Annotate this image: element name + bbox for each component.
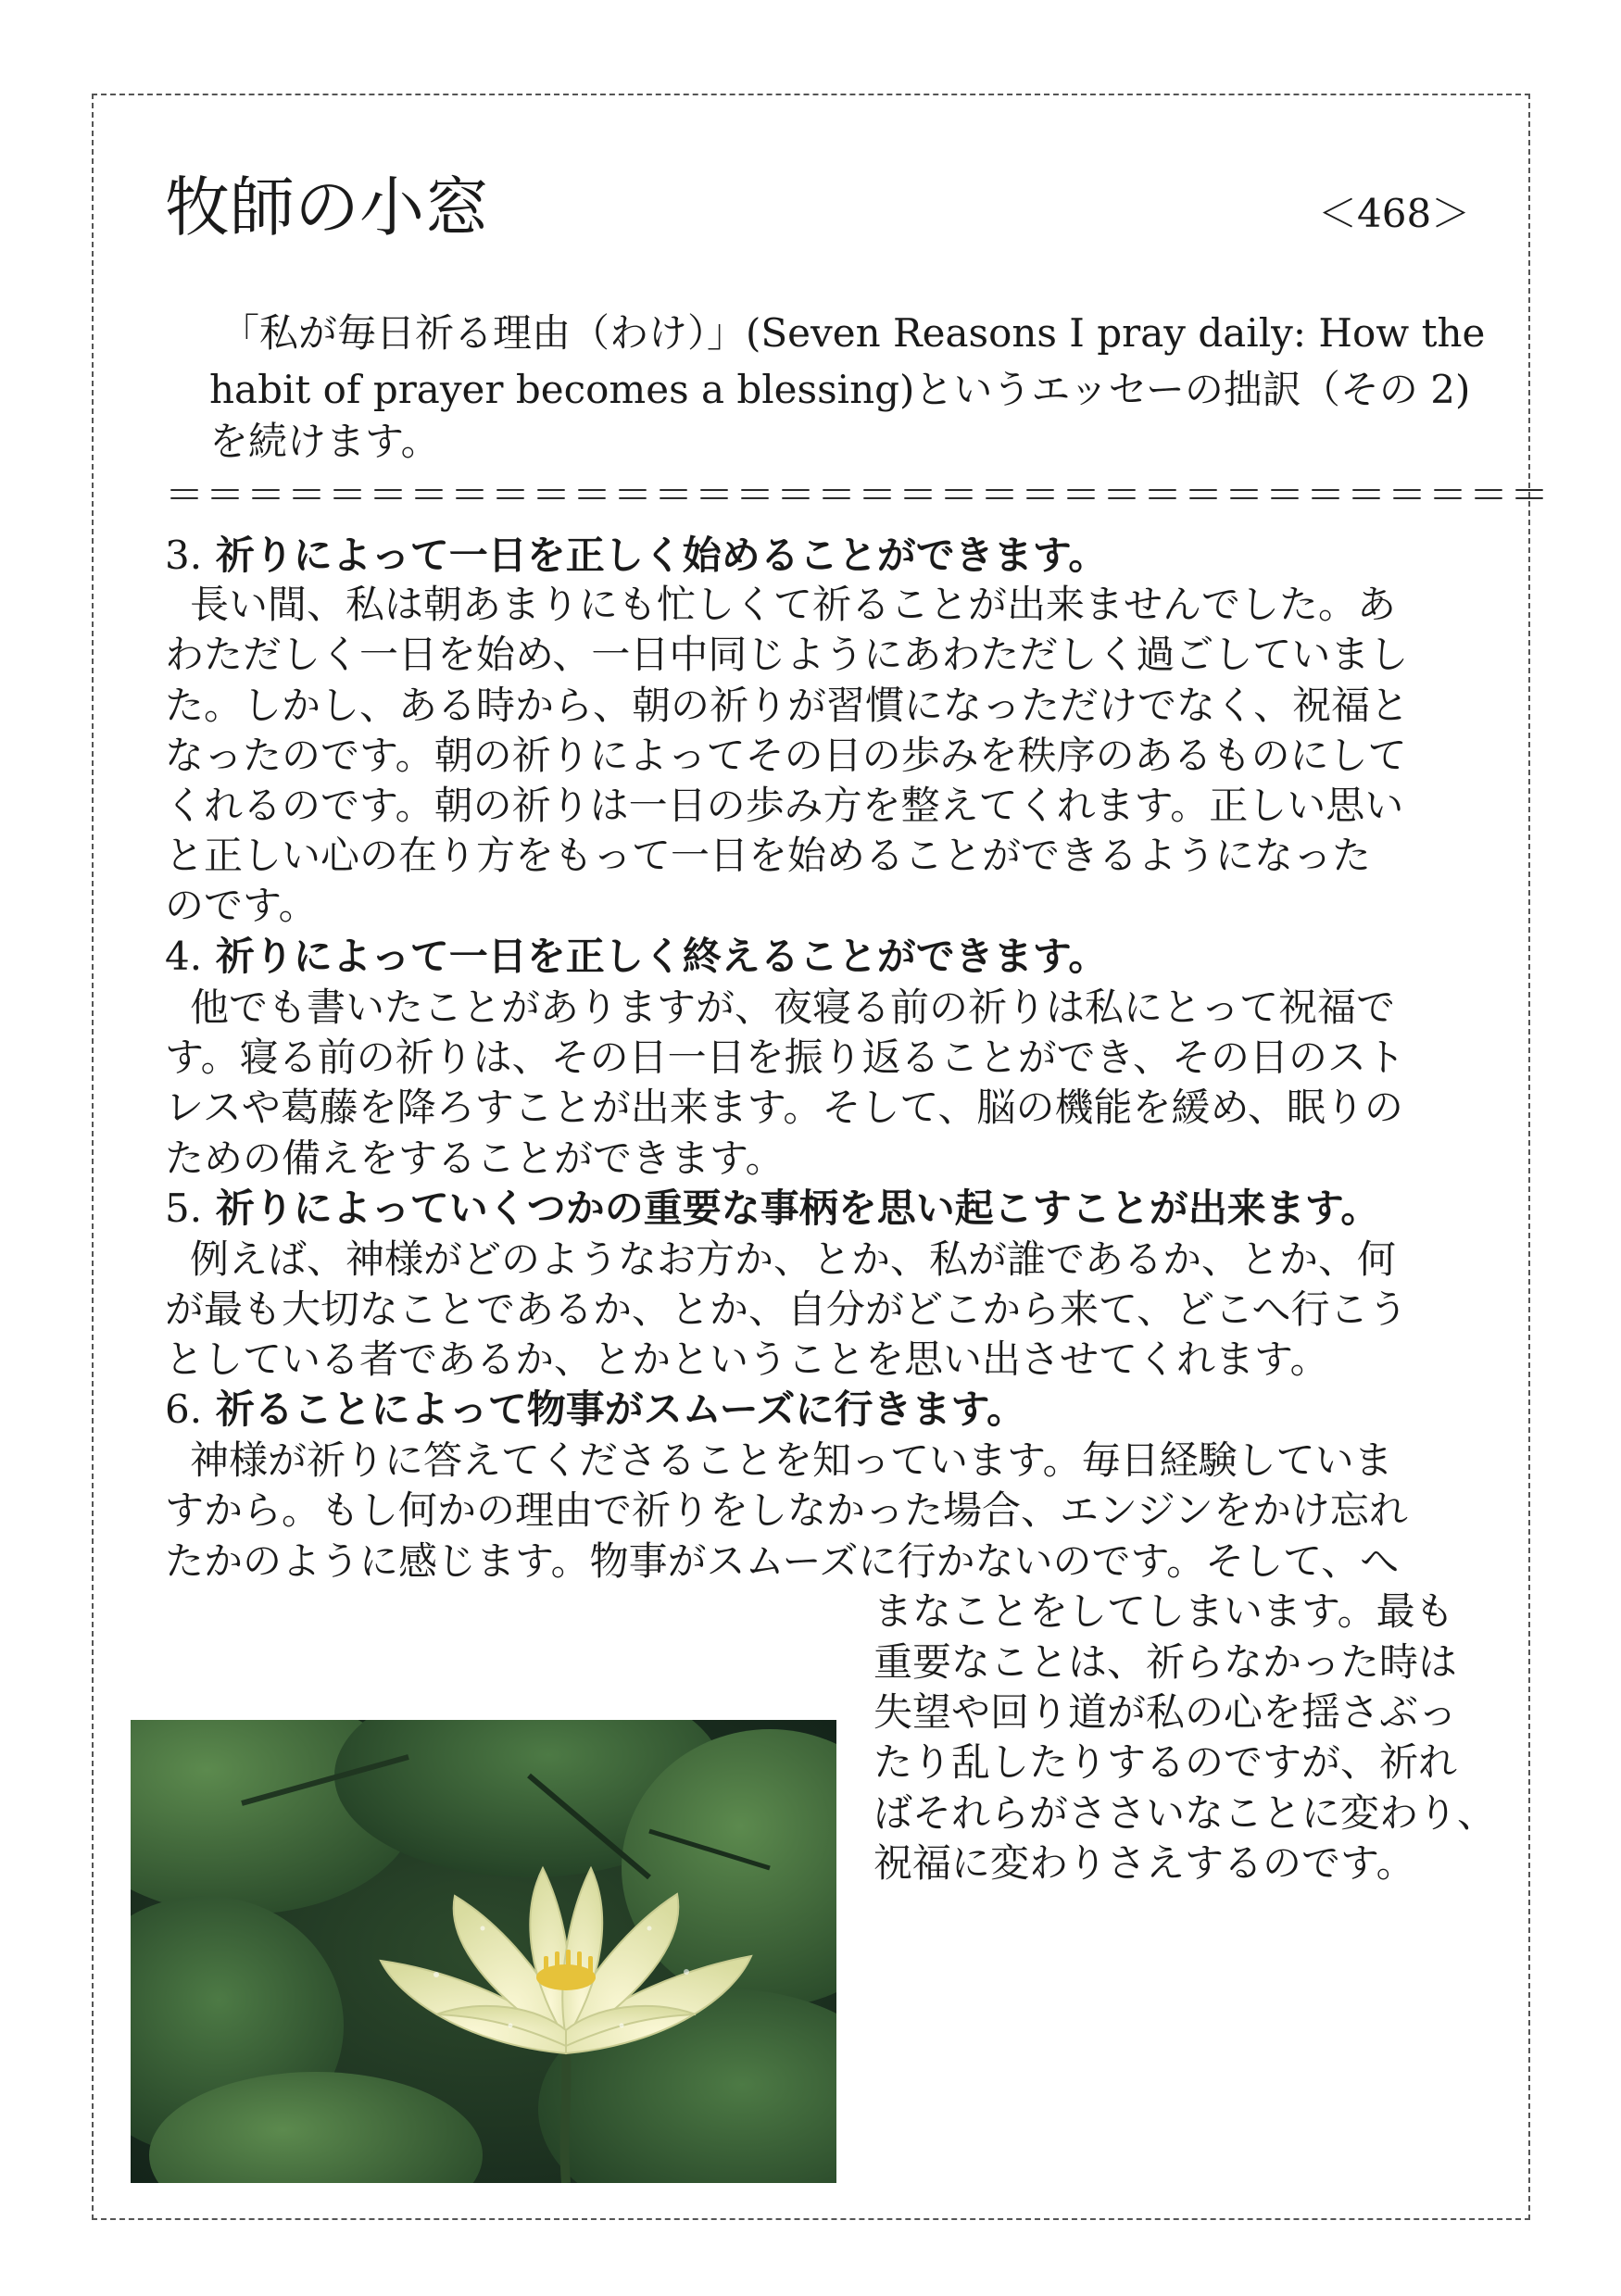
body-line: が最も大切なことであるか、とか、自分がどこから来て、どこへ行こう: [165, 1286, 1408, 1332]
section-number: 5.: [165, 1186, 203, 1231]
page-title: 牧師の小窓: [165, 169, 489, 245]
body-line: す。寝る前の祈りは、その日一日を振り返ることができ、その日のスト: [165, 1035, 1405, 1080]
separator-rule: ＝＝＝＝＝＝＝＝＝＝＝＝＝＝＝＝＝＝＝＝＝＝＝＝＝＝＝＝＝＝＝＝＝＝: [165, 472, 1552, 518]
water-lily-photo: [131, 1720, 836, 2183]
section-number: 3.: [165, 533, 203, 578]
body-line: なったのです。朝の祈りによってその日の歩みを秩序のあるものにして: [165, 733, 1407, 778]
body-line: のです。: [165, 883, 318, 928]
section-heading-text: 祈りによっていくつかの重要な事柄を思い起こすことが出来ます。: [215, 1186, 1380, 1231]
intro-line: を続けます。: [209, 419, 440, 464]
body-line: としている者であるか、とかということを思い出させてくれます。: [165, 1336, 1329, 1382]
section-heading: [165, 532, 1107, 580]
body-line: 長い間、私は朝あまりにも忙しくて祈ることが出来ませんでした。あ: [190, 582, 1397, 627]
body-line-wrapped: まなことをしてしまいます。最も: [873, 1588, 1454, 1634]
body-line: ための備えをすることができます。: [165, 1135, 785, 1181]
section-heading-text: 祈りによって一日を正しく始めることができます。: [215, 533, 1108, 578]
intro-line: 「私が毎日祈る理由（わけ）」(Seven Reasons I pray daily: How the: [220, 310, 1486, 356]
body-line: 神様が祈りに答えてくださることを知っています。毎日経験していま: [190, 1437, 1393, 1483]
body-line: すから。もし何かの理由で祈りをしなかった場合、エンジンをかけ忘れ: [165, 1487, 1408, 1533]
section-number: 6.: [165, 1386, 203, 1432]
intro-line: habit of prayer becomes a blessing)というエッセーの拙訳（その 2): [209, 367, 1471, 412]
body-line: わただしく一日を始め、一日中同じようにあわただしく過ごしていまし: [165, 632, 1409, 677]
body-line-wrapped: ばそれらがささいなことに変わり、: [873, 1790, 1497, 1836]
body-line: レスや葛藤を降ろすことが出来ます。そして、脳の機能を緩め、眠りの: [165, 1085, 1403, 1130]
body-line-wrapped: たり乱したりするのですが、祈れ: [873, 1739, 1458, 1785]
section-heading-text: 祈りによって一日を正しく終えることができます。: [215, 934, 1108, 979]
body-line: と正しい心の在り方をもって一日を始めることができるようになった: [165, 833, 1372, 878]
section-heading-text: 祈ることによって物事がスムーズに行きます。: [215, 1386, 1026, 1432]
body-line: 例えば、神様がどのようなお方か、とか、私が誰であるか、とか、何: [190, 1236, 1397, 1282]
section-heading: [165, 1386, 1025, 1434]
body-line-wrapped: 重要なことは、祈らなかった時は: [873, 1639, 1458, 1685]
body-line: くれるのです。朝の祈りは一日の歩み方を整えてくれます。正しい思い: [165, 783, 1404, 828]
body-line: た。しかし、ある時から、朝の祈りが習慣になっただけでなく、祝福と: [165, 683, 1410, 728]
section-heading: [165, 933, 1107, 981]
body-line: 他でも書いたことがありますが、夜寝る前の祈りは私にとって祝福で: [190, 985, 1396, 1030]
section-heading: [165, 1185, 1379, 1233]
section-number: 4.: [165, 934, 203, 979]
body-line-wrapped: 失望や回り道が私の心を揺さぶっ: [873, 1689, 1458, 1735]
issue-number: ＜468＞: [1318, 191, 1471, 236]
body-line-wrapped: 祝福に変わりさえするのです。: [873, 1840, 1415, 1886]
body-line: たかのように感じます。物事がスムーズに行かないのです。そして、へ: [165, 1538, 1400, 1584]
